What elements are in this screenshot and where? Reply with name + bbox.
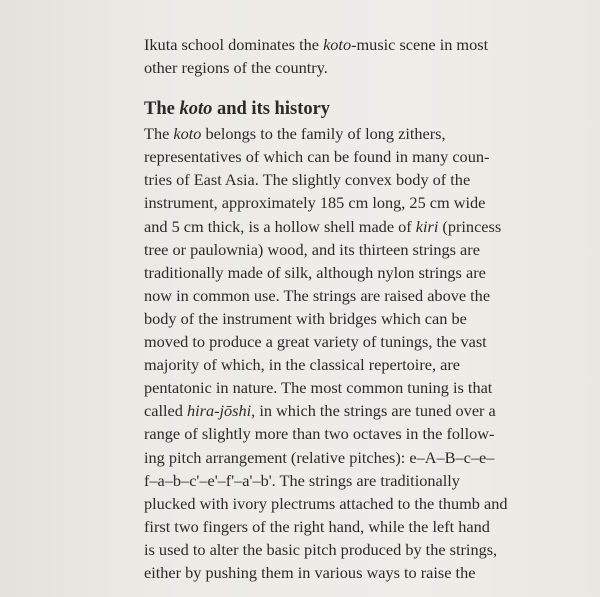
body-line-4: instrument, approximately 185 cm long, 25 cm wide xyxy=(144,193,486,213)
intro-line-1 xyxy=(144,33,544,56)
body-line-15: ing pitch arrangement (relative pitches): e–A–B–c–e– xyxy=(144,447,495,467)
body-line-16: f–a–b–c'–e'–f'–a'–b'. The strings are traditionally xyxy=(144,470,460,490)
body-line-9: body of the instrument with bridges which can be xyxy=(144,308,467,328)
heading-text: and its history xyxy=(212,99,331,120)
body-line-18: first two fingers of the right hand, while the left hand xyxy=(144,516,490,536)
text-span: The xyxy=(144,124,174,144)
heading-text: The xyxy=(144,99,180,120)
body-line-14: range of slightly more than two octaves in the follow- xyxy=(144,424,495,444)
body-line-13 xyxy=(144,399,544,422)
body-line-7: traditionally made of silk, although nylon strings are xyxy=(144,262,486,282)
text-span: called xyxy=(144,401,187,421)
heading-italic-term: koto xyxy=(179,99,213,120)
italic-term: hira-jōshi xyxy=(186,401,252,421)
body-line-2: representatives of which can be found in many coun- xyxy=(144,147,490,167)
text-span: and 5 cm thick, is a hollow shell made of xyxy=(144,216,416,236)
body-line-10: moved to produce a great variety of tunings, the vast xyxy=(144,332,487,352)
body-line-17: plucked with ivory plectrums attached to the thumb and xyxy=(144,493,508,513)
body-line-20: either by pushing them in various ways to raise the xyxy=(144,562,476,582)
text-span: -music scene in most xyxy=(351,35,489,54)
section-heading xyxy=(144,96,544,122)
body-line-6: tree or paulownia) wood, and its thirteen strings are xyxy=(144,239,480,259)
text-span: , in which the strings are tuned over a xyxy=(251,401,496,421)
italic-term: kiri xyxy=(415,216,439,236)
body-line-12: pentatonic in nature. The most common tuning is that xyxy=(144,378,493,398)
italic-term: koto xyxy=(323,35,352,54)
italic-term: koto xyxy=(173,124,202,144)
intro-line-2: other regions of the country. xyxy=(144,58,328,78)
body-line-8: now in common use. The strings are raised above the xyxy=(144,285,491,305)
body-line-5 xyxy=(144,215,544,238)
body-line-19: is used to alter the basic pitch produced by the strings, xyxy=(144,539,498,559)
body-line-1 xyxy=(144,122,544,145)
body-line-3: tries of East Asia. The slightly convex body of the xyxy=(144,170,471,190)
text-span: Ikuta school dominates the xyxy=(144,35,324,54)
body-line-11: majority of which, in the classical repertoire, are xyxy=(144,355,460,375)
text-span: (princess xyxy=(438,216,502,236)
text-column xyxy=(144,33,544,584)
text-span: belongs to the family of long zithers, xyxy=(201,124,446,144)
